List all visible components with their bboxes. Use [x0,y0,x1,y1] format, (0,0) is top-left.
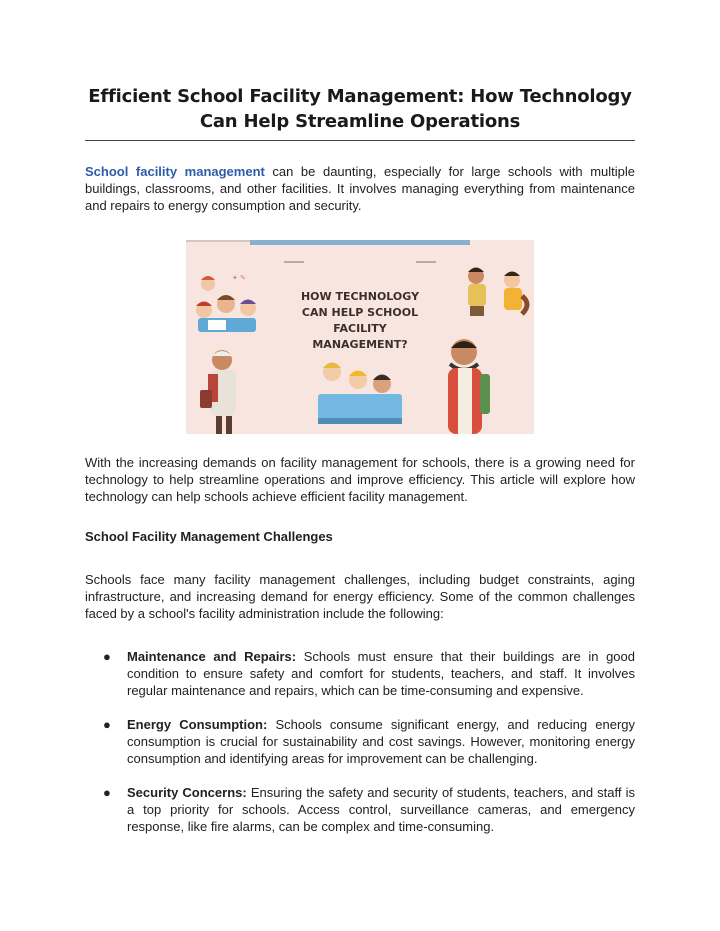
list-item [85,648,635,699]
hero-illustration [186,240,534,434]
list-item [85,784,635,835]
intro-paragraph [85,163,635,214]
bullet-icon: ● [103,649,111,664]
intro-text: can be daunting, especially for large schools with multiple buildings, classrooms, and other facilities. It involves managing everything from maintenance and repairs to energy consumption and security. [85,164,635,213]
hero-headline-line-3: FACILITY [333,322,387,335]
list-item-text: Ensuring the safety and security of students, teachers, and staff is a top priority for schools. Access control, surveillance cameras, and emergency response, like fire alarms, can be complex and time-consuming. [127,785,635,834]
document-title: Efficient School Facility Management: How Technology Can Help Streamline Operations [88,86,632,132]
svg-text:✦ ✎: ✦ ✎ [232,274,246,282]
list-item [85,716,635,767]
document-page [85,84,635,852]
bullet-icon: ● [103,785,111,800]
paragraph-streamline: With the increasing demands on facility management for schools, there is a growing need for technology to help streamline operations and improve efficiency. This article will explore how technology can help schools achieve efficient facility management. [85,455,635,504]
hero-headline-line-2: CAN HELP SCHOOL [301,306,419,319]
list-item-title: Energy Consumption: [127,717,268,732]
facility-management-link[interactable]: School facility management [85,164,265,179]
list-item-text: Schools must ensure that their buildings are in good condition to ensure safety and comfort for students, teachers, and staff. It involves regular maintenance and repairs, which can be time-consuming and expensive. [127,649,635,698]
list-item-title: Security Concerns: [127,785,247,800]
hero-headline-line-1: HOW TECHNOLOGY [300,290,420,303]
section-heading: School Facility Management Challenges [85,529,333,544]
bullet-icon: ● [103,717,111,732]
hero-headline-line-4: MANAGEMENT? [312,338,408,351]
list-item-title: Maintenance and Repairs: [127,649,297,664]
paragraph-challenges-intro: Schools face many facility management challenges, including budget constraints, aging infrastructure, and increasing demand for energy efficiency. Some of the common challenges faced by a school's facility administration include the following: [85,572,635,621]
list-item-text: Schools consume significant energy, and reducing energy consumption is crucial for sustainability and cost savings. However, monitoring energy consumption and identifying areas for improvement can be challenging. [127,717,636,766]
title-divider [85,140,635,141]
challenges-list [85,648,635,835]
